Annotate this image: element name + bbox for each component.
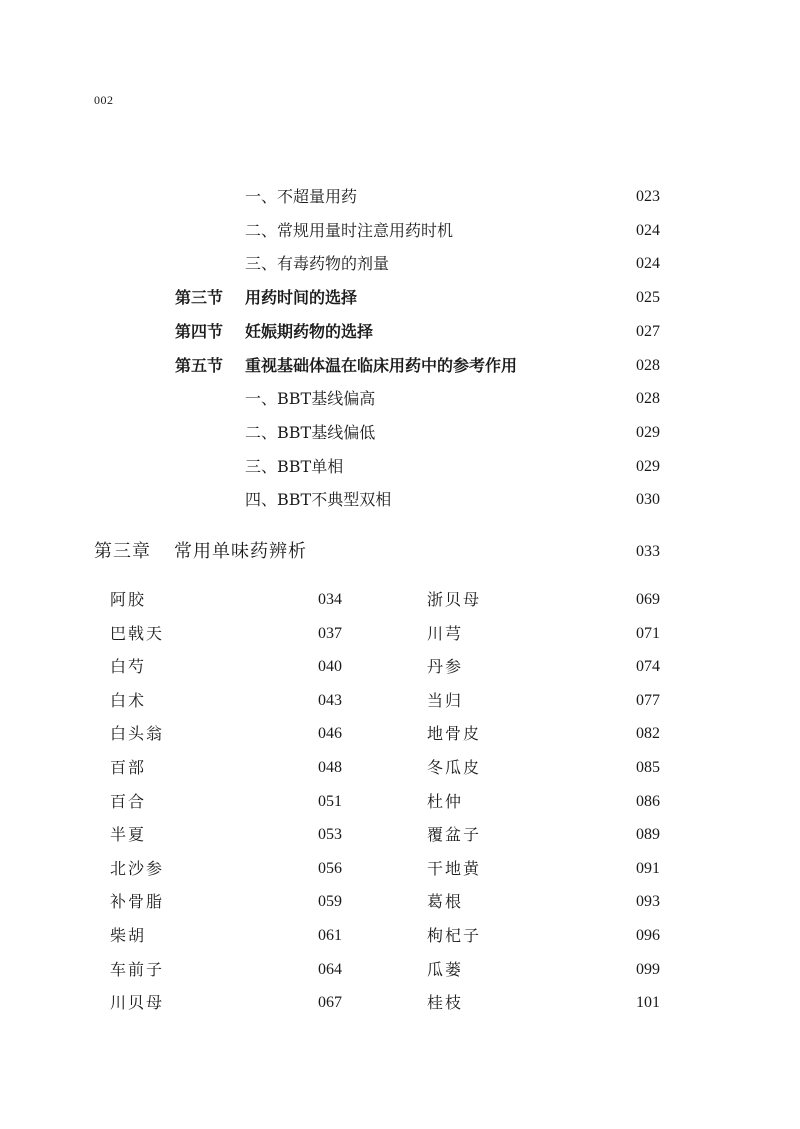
herb-name: 桂枝 [427, 993, 464, 1013]
herb-entry[interactable] [427, 756, 660, 780]
toc-entry-title: 妊娠期药物的选择 [245, 321, 374, 341]
herb-entry[interactable] [427, 924, 660, 948]
herb-name: 地骨皮 [427, 724, 482, 744]
chapter-heading[interactable] [94, 538, 660, 566]
toc-entry-title: 二、BBT基线偏低 [245, 422, 376, 442]
toc-entry-page: 028 [636, 390, 660, 408]
herb-name: 覆盆子 [427, 825, 482, 845]
herb-name: 枸杞子 [427, 926, 482, 945]
herb-entry[interactable] [110, 622, 342, 646]
toc-entry-page: 029 [636, 457, 660, 475]
herb-page: 077 [636, 691, 660, 709]
herb-name: 川贝母 [110, 993, 165, 1013]
herb-page: 037 [318, 624, 342, 642]
herb-page: 040 [318, 658, 342, 676]
herb-page: 059 [318, 893, 342, 911]
toc-entry-title: 重视基础体温在临床用药中的参考作用 [245, 355, 518, 375]
herb-page: 074 [636, 658, 660, 676]
herb-name: 白芍 [110, 657, 147, 677]
chapter-label: 第三章 [94, 541, 151, 562]
toc-entry-title: 三、BBT单相 [245, 456, 344, 476]
herb-name: 百合 [110, 791, 147, 811]
herb-entry[interactable] [110, 655, 342, 679]
herb-page: 071 [636, 624, 660, 642]
herb-entry[interactable] [427, 722, 660, 746]
toc-section-entry[interactable] [175, 354, 660, 378]
toc-section-entry[interactable] [175, 320, 660, 344]
herb-page: 064 [318, 960, 342, 978]
toc-section-label: 第三节 [175, 288, 224, 308]
herb-entry[interactable] [427, 857, 660, 881]
herb-name: 白术 [110, 690, 147, 710]
herb-page: 082 [636, 725, 660, 743]
herb-entry[interactable] [110, 857, 342, 881]
herb-name: 巴戟天 [110, 623, 165, 643]
toc-entry-title: 四、BBT不典型双相 [245, 490, 392, 510]
herb-page: 101 [636, 994, 660, 1012]
herb-entry[interactable] [110, 689, 342, 713]
herb-entry[interactable] [110, 722, 342, 746]
herb-name: 冬瓜皮 [427, 758, 482, 777]
herb-page: 048 [318, 759, 342, 776]
herb-entry[interactable] [427, 622, 660, 646]
herb-entry[interactable] [110, 588, 342, 612]
chapter-page: 033 [636, 543, 660, 560]
herb-page: 043 [318, 691, 342, 709]
herb-entry[interactable] [427, 991, 660, 1015]
herb-entry[interactable] [110, 958, 342, 982]
herb-name: 杜仲 [427, 791, 464, 811]
toc-entry-page: 027 [636, 322, 660, 340]
toc-entry-page: 028 [636, 356, 660, 374]
toc-item-entry[interactable] [245, 252, 660, 276]
herb-page: 099 [636, 960, 660, 978]
toc-entry-page: 030 [636, 491, 660, 509]
herb-page: 061 [318, 927, 342, 944]
toc-entry-title: 一、BBT基线偏高 [245, 389, 376, 409]
herb-page: 034 [318, 591, 342, 608]
herb-entry[interactable] [110, 924, 342, 948]
toc-item-entry[interactable] [245, 219, 660, 243]
herb-name: 白头翁 [110, 724, 165, 744]
herb-name: 补骨脂 [110, 892, 165, 912]
herb-entry[interactable] [110, 823, 342, 847]
herb-name: 百部 [110, 758, 147, 777]
herb-page: 096 [636, 927, 660, 944]
herb-name: 干地黄 [427, 858, 482, 878]
herb-page: 067 [318, 994, 342, 1012]
herb-name: 当归 [427, 690, 464, 710]
toc-item-entry[interactable] [245, 387, 660, 411]
toc-section-label: 第五节 [175, 355, 224, 375]
herb-entry[interactable] [427, 689, 660, 713]
toc-entry-title: 一、不超量用药 [245, 187, 358, 206]
herb-entry[interactable] [427, 790, 660, 814]
herb-entry[interactable] [110, 890, 342, 914]
chapter-title: 常用单味药辨析 [174, 541, 307, 562]
herb-entry[interactable] [427, 823, 660, 847]
toc-entry-title: 二、常规用量时注意用药时机 [245, 220, 454, 240]
page-number: 002 [94, 93, 114, 107]
herb-page: 086 [636, 792, 660, 810]
toc-entry-title: 用药时间的选择 [245, 288, 358, 308]
herb-page: 069 [636, 591, 660, 608]
herb-name: 半夏 [110, 825, 147, 845]
toc-section-entry[interactable] [175, 286, 660, 310]
toc-entry-page: 025 [636, 289, 660, 307]
herb-name: 柴胡 [110, 926, 147, 945]
toc-entry-page: 029 [636, 423, 660, 441]
herb-page: 053 [318, 826, 342, 844]
herb-page: 093 [636, 893, 660, 911]
herb-page: 085 [636, 759, 660, 776]
herb-name: 葛根 [427, 892, 464, 912]
herb-name: 阿胶 [110, 590, 147, 609]
herb-page: 091 [636, 859, 660, 877]
herb-entry[interactable] [110, 790, 342, 814]
herb-page: 056 [318, 859, 342, 877]
herb-entry[interactable] [427, 958, 660, 982]
herb-name: 瓜蒌 [427, 959, 464, 979]
toc-item-entry[interactable] [245, 455, 660, 479]
toc-entry-page: 024 [636, 221, 660, 239]
herb-page: 046 [318, 725, 342, 743]
toc-section-label: 第四节 [175, 321, 224, 341]
toc-item-entry[interactable] [245, 488, 660, 512]
herb-page: 089 [636, 826, 660, 844]
herb-entry[interactable] [427, 655, 660, 679]
toc-entry-page: 024 [636, 255, 660, 273]
herb-name: 川芎 [427, 623, 464, 643]
toc-item-entry[interactable] [245, 421, 660, 445]
herb-entry[interactable] [427, 588, 660, 612]
herb-name: 北沙参 [110, 858, 165, 878]
herb-name: 浙贝母 [427, 590, 482, 609]
herb-entry[interactable] [110, 756, 342, 780]
toc-entry-page: 023 [636, 188, 660, 205]
herb-page: 051 [318, 792, 342, 810]
toc-entry-title: 三、有毒药物的剂量 [245, 254, 390, 274]
herb-name: 车前子 [110, 959, 165, 979]
toc-item-entry[interactable] [245, 185, 660, 209]
herb-name: 丹参 [427, 657, 464, 677]
herb-entry[interactable] [110, 991, 342, 1015]
herb-entry[interactable] [427, 890, 660, 914]
